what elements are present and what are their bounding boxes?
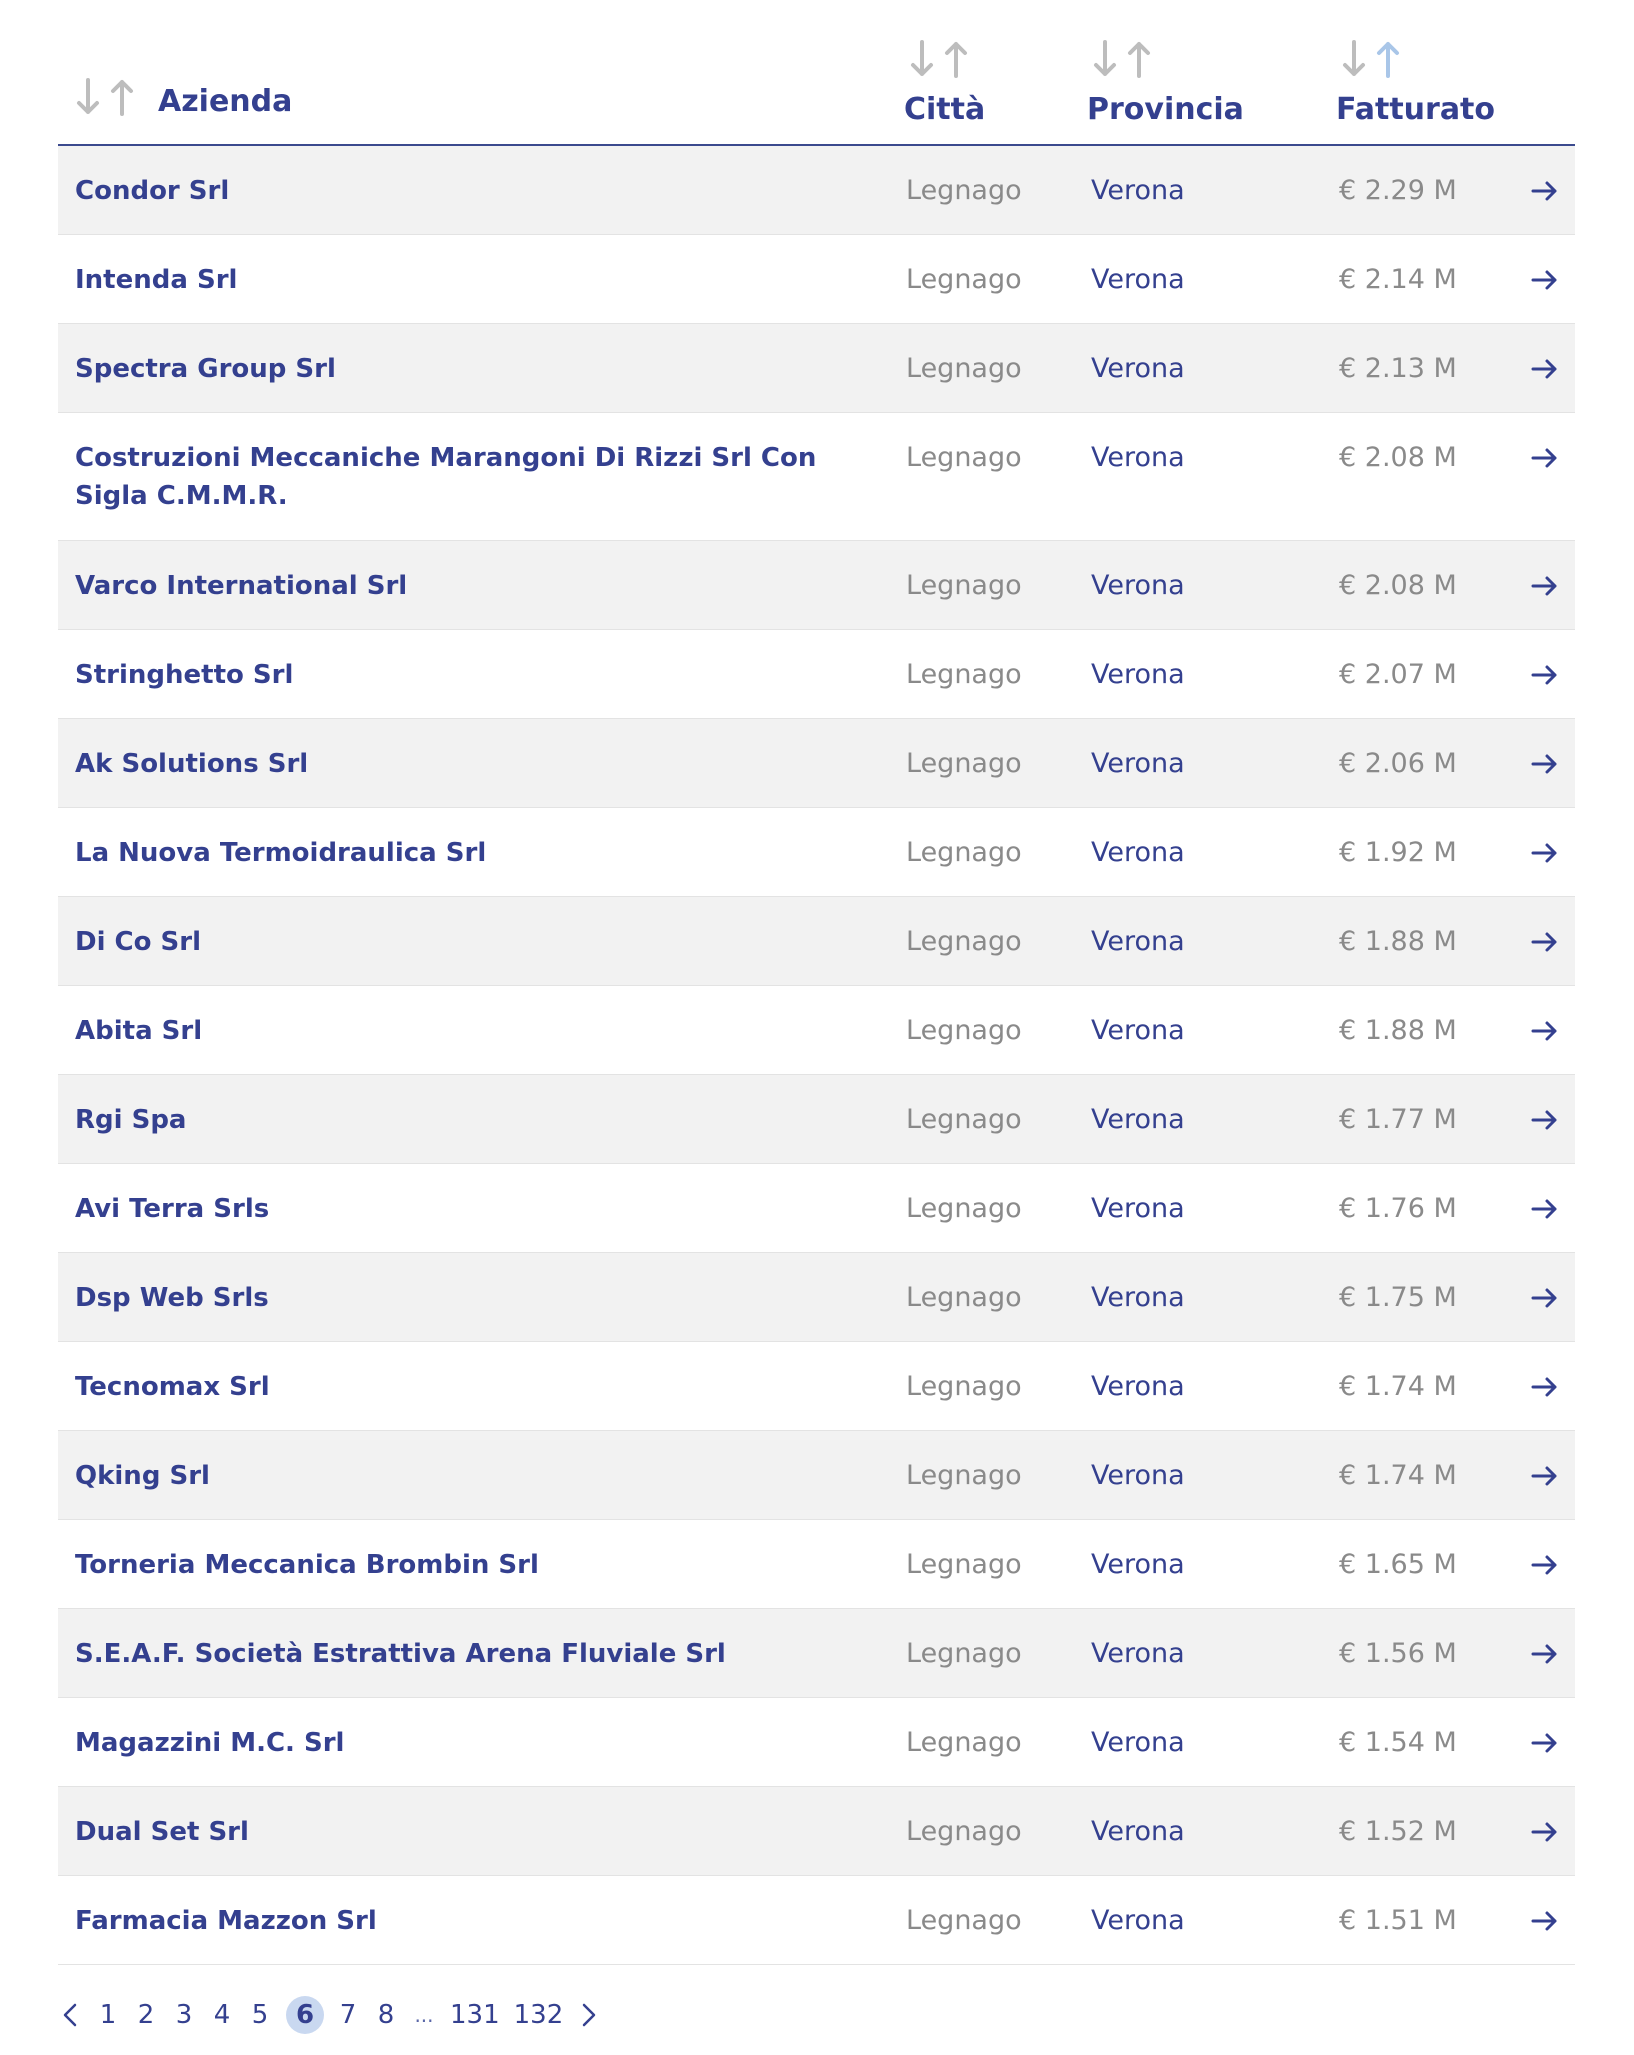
revenue-cell: € 1.54 M (1339, 1727, 1457, 1758)
company-name-link[interactable]: Varco International Srl (75, 571, 408, 601)
city-cell: Legnago (906, 748, 1022, 779)
city-cell: Legnago (906, 1816, 1022, 1847)
arrow-right-icon (1530, 749, 1560, 779)
table-row[interactable] (58, 1253, 1575, 1342)
row-open-button[interactable] (1530, 1639, 1560, 1669)
table-row[interactable] (58, 541, 1575, 630)
revenue-cell: € 2.08 M (1339, 570, 1457, 601)
arrow-right-icon (1530, 1283, 1560, 1313)
revenue-cell: € 1.56 M (1339, 1638, 1457, 1669)
arrow-up-icon[interactable] (1127, 40, 1151, 78)
row-open-button[interactable] (1530, 443, 1560, 473)
city-cell: Legnago (906, 570, 1022, 601)
table-row[interactable] (58, 413, 1575, 541)
arrow-right-icon (1530, 1105, 1560, 1135)
chevron-right-icon (581, 2002, 597, 2028)
pagination-page[interactable]: 3 (175, 2000, 193, 2030)
revenue-cell: € 1.76 M (1339, 1193, 1457, 1224)
table-row[interactable] (58, 235, 1575, 324)
row-open-button[interactable] (1530, 1105, 1560, 1135)
pagination-page[interactable]: 1 (99, 2000, 117, 2030)
revenue-cell: € 1.77 M (1339, 1104, 1457, 1135)
row-open-button[interactable] (1530, 1550, 1560, 1580)
table-row[interactable] (58, 630, 1575, 719)
city-cell: Legnago (906, 1549, 1022, 1580)
arrow-right-icon (1530, 1194, 1560, 1224)
arrow-right-icon (1530, 1372, 1560, 1402)
company-name-link[interactable]: Dual Set Srl (75, 1817, 249, 1847)
province-cell: Verona (1091, 1104, 1185, 1135)
revenue-cell: € 2.14 M (1339, 264, 1457, 295)
pagination-next[interactable] (577, 2000, 601, 2030)
pagination (58, 1990, 615, 2040)
province-cell: Verona (1091, 1816, 1185, 1847)
revenue-cell: € 2.08 M (1339, 442, 1457, 473)
arrow-up-icon[interactable] (1376, 40, 1400, 78)
arrow-up-icon[interactable] (110, 78, 134, 116)
city-cell: Legnago (906, 1104, 1022, 1135)
revenue-cell: € 2.13 M (1339, 353, 1457, 384)
companies-table (58, 0, 1575, 1965)
header-citta-label: Città (904, 92, 986, 127)
arrow-right-icon (1530, 927, 1560, 957)
arrow-right-icon (1530, 176, 1560, 206)
revenue-cell: € 1.75 M (1339, 1282, 1457, 1313)
revenue-cell: € 2.07 M (1339, 659, 1457, 690)
row-open-button[interactable] (1530, 354, 1560, 384)
pagination-page[interactable]: 4 (213, 2000, 231, 2030)
pagination-page[interactable]: 2 (137, 2000, 155, 2030)
pagination-page[interactable]: 8 (377, 2000, 395, 2030)
province-cell: Verona (1091, 1282, 1185, 1313)
arrow-right-icon (1530, 354, 1560, 384)
row-open-button[interactable] (1530, 1728, 1560, 1758)
row-open-button[interactable] (1530, 1194, 1560, 1224)
table-row[interactable] (58, 719, 1575, 808)
revenue-cell: € 1.74 M (1339, 1460, 1457, 1491)
table-row[interactable] (58, 1698, 1575, 1787)
header-citta[interactable] (904, 40, 985, 128)
arrow-right-icon (1530, 571, 1560, 601)
header-fatturato[interactable] (1336, 40, 1495, 128)
province-cell: Verona (1091, 1371, 1185, 1402)
city-cell: Legnago (906, 1460, 1022, 1491)
revenue-cell: € 1.74 M (1339, 1371, 1457, 1402)
province-cell: Verona (1091, 1638, 1185, 1669)
city-cell: Legnago (906, 926, 1022, 957)
table-row[interactable] (58, 808, 1575, 897)
table-row[interactable] (58, 1876, 1575, 1965)
arrow-right-icon (1530, 1639, 1560, 1669)
city-cell: Legnago (906, 1015, 1022, 1046)
revenue-cell: € 1.92 M (1339, 837, 1457, 868)
province-cell: Verona (1091, 926, 1185, 957)
city-cell: Legnago (906, 353, 1022, 384)
province-cell: Verona (1091, 264, 1185, 295)
city-cell: Legnago (906, 837, 1022, 868)
province-cell: Verona (1091, 1549, 1185, 1580)
arrow-right-icon (1530, 660, 1560, 690)
arrow-down-icon[interactable] (76, 78, 100, 116)
pagination-current-page[interactable]: 6 (286, 1996, 324, 2034)
table-row[interactable] (58, 1787, 1575, 1876)
province-cell: Verona (1091, 1727, 1185, 1758)
table-row[interactable] (58, 324, 1575, 413)
arrow-up-icon[interactable] (944, 40, 968, 78)
province-cell: Verona (1091, 1193, 1185, 1224)
table-row[interactable] (58, 1164, 1575, 1253)
arrow-right-icon (1530, 1461, 1560, 1491)
company-name-link[interactable]: Stringhetto Srl (75, 660, 294, 690)
city-cell: Legnago (906, 175, 1022, 206)
company-name-link[interactable]: Condor Srl (75, 176, 230, 206)
arrow-down-icon[interactable] (910, 40, 934, 78)
province-cell: Verona (1091, 570, 1185, 601)
sort-controls-provincia (1093, 40, 1244, 78)
revenue-cell: € 1.88 M (1339, 926, 1457, 957)
company-name-link[interactable]: Qking Srl (75, 1461, 210, 1491)
row-open-button[interactable] (1530, 838, 1560, 868)
company-name-link[interactable]: Abita Srl (75, 1016, 203, 1046)
arrow-right-icon (1530, 838, 1560, 868)
company-name-link[interactable]: Di Co Srl (75, 927, 202, 957)
company-name-link[interactable]: Dsp Web Srls (75, 1283, 269, 1313)
table-row[interactable] (58, 1342, 1575, 1431)
city-cell: Legnago (906, 264, 1022, 295)
city-cell: Legnago (906, 1371, 1022, 1402)
company-name-link[interactable]: La Nuova Termoidraulica Srl (75, 838, 487, 868)
arrow-right-icon (1530, 1550, 1560, 1580)
table-body (58, 146, 1575, 1965)
province-cell: Verona (1091, 659, 1185, 690)
header-fatturato-label: Fatturato (1336, 92, 1496, 127)
revenue-cell: € 1.52 M (1339, 1816, 1457, 1847)
city-cell: Legnago (906, 1193, 1022, 1224)
row-open-button[interactable] (1530, 1372, 1560, 1402)
arrow-right-icon (1530, 1906, 1560, 1936)
row-open-button[interactable] (1530, 1906, 1560, 1936)
row-open-button[interactable] (1530, 176, 1560, 206)
province-cell: Verona (1091, 748, 1185, 779)
revenue-cell: € 1.65 M (1339, 1549, 1457, 1580)
table-row[interactable] (58, 1431, 1575, 1520)
arrow-right-icon (1530, 265, 1560, 295)
company-name-link[interactable]: Torneria Meccanica Brombin Srl (75, 1550, 539, 1580)
company-name-link[interactable]: Spectra Group Srl (75, 354, 336, 384)
header-provincia-label: Provincia (1087, 92, 1244, 127)
city-cell: Legnago (906, 1727, 1022, 1758)
company-name-link[interactable]: S.E.A.F. Società Estrattiva Arena Fluviale Srl (75, 1639, 726, 1669)
revenue-cell: € 1.51 M (1339, 1905, 1457, 1936)
header-azienda-label: Azienda (158, 84, 293, 119)
sort-controls-azienda (76, 78, 134, 116)
sort-controls-citta (910, 40, 985, 78)
header-provincia[interactable] (1087, 40, 1244, 128)
pagination-page[interactable]: 132 (513, 2000, 564, 2030)
pagination-page[interactable]: 7 (339, 2000, 357, 2030)
row-open-button[interactable] (1530, 660, 1560, 690)
arrow-right-icon (1530, 1817, 1560, 1847)
pagination-page[interactable]: 5 (251, 2000, 269, 2030)
table-row[interactable] (58, 986, 1575, 1075)
company-name-link[interactable]: Ak Solutions Srl (75, 749, 309, 779)
arrow-right-icon (1530, 443, 1560, 473)
arrow-down-icon[interactable] (1093, 40, 1117, 78)
row-open-button[interactable] (1530, 1283, 1560, 1313)
company-name-link[interactable]: Costruzioni Meccaniche Marangoni Di Rizzi Srl Con Sigla C.M.M.R. (75, 443, 817, 511)
table-row[interactable] (58, 1075, 1575, 1164)
city-cell: Legnago (906, 442, 1022, 473)
city-cell: Legnago (906, 1905, 1022, 1936)
province-cell: Verona (1091, 175, 1185, 206)
row-open-button[interactable] (1530, 749, 1560, 779)
revenue-cell: € 2.06 M (1339, 748, 1457, 779)
row-open-button[interactable] (1530, 265, 1560, 295)
province-cell: Verona (1091, 1460, 1185, 1491)
company-name-link[interactable]: Magazzini M.C. Srl (75, 1728, 345, 1758)
revenue-cell: € 1.88 M (1339, 1015, 1457, 1046)
province-cell: Verona (1091, 837, 1185, 868)
company-name-link[interactable]: Tecnomax Srl (75, 1372, 270, 1402)
pagination-page[interactable]: 131 (450, 2000, 500, 2030)
city-cell: Legnago (906, 659, 1022, 690)
row-open-button[interactable] (1530, 1817, 1560, 1847)
city-cell: Legnago (906, 1282, 1022, 1313)
company-name-link[interactable]: Intenda Srl (75, 265, 238, 295)
table-row[interactable] (58, 146, 1575, 235)
arrow-down-icon[interactable] (1342, 40, 1366, 78)
pagination-prev[interactable] (58, 2000, 82, 2030)
table-row[interactable] (58, 1520, 1575, 1609)
pagination-ellipsis: ... (414, 2003, 434, 2027)
company-name-link[interactable]: Avi Terra Srls (75, 1194, 270, 1224)
arrow-right-icon (1530, 1016, 1560, 1046)
revenue-cell: € 2.29 M (1339, 175, 1457, 206)
sort-controls-fatturato (1342, 40, 1495, 78)
city-cell: Legnago (906, 1638, 1022, 1669)
province-cell: Verona (1091, 1015, 1185, 1046)
arrow-right-icon (1530, 1728, 1560, 1758)
province-cell: Verona (1091, 442, 1185, 473)
company-name-link[interactable]: Rgi Spa (75, 1105, 187, 1135)
row-open-button[interactable] (1530, 571, 1560, 601)
row-open-button[interactable] (1530, 1016, 1560, 1046)
province-cell: Verona (1091, 353, 1185, 384)
chevron-left-icon (62, 2002, 78, 2028)
table-header (58, 0, 1575, 146)
row-open-button[interactable] (1530, 927, 1560, 957)
row-open-button[interactable] (1530, 1461, 1560, 1491)
table-row[interactable] (58, 1609, 1575, 1698)
company-name-link[interactable]: Farmacia Mazzon Srl (75, 1906, 377, 1936)
table-row[interactable] (58, 897, 1575, 986)
province-cell: Verona (1091, 1905, 1185, 1936)
